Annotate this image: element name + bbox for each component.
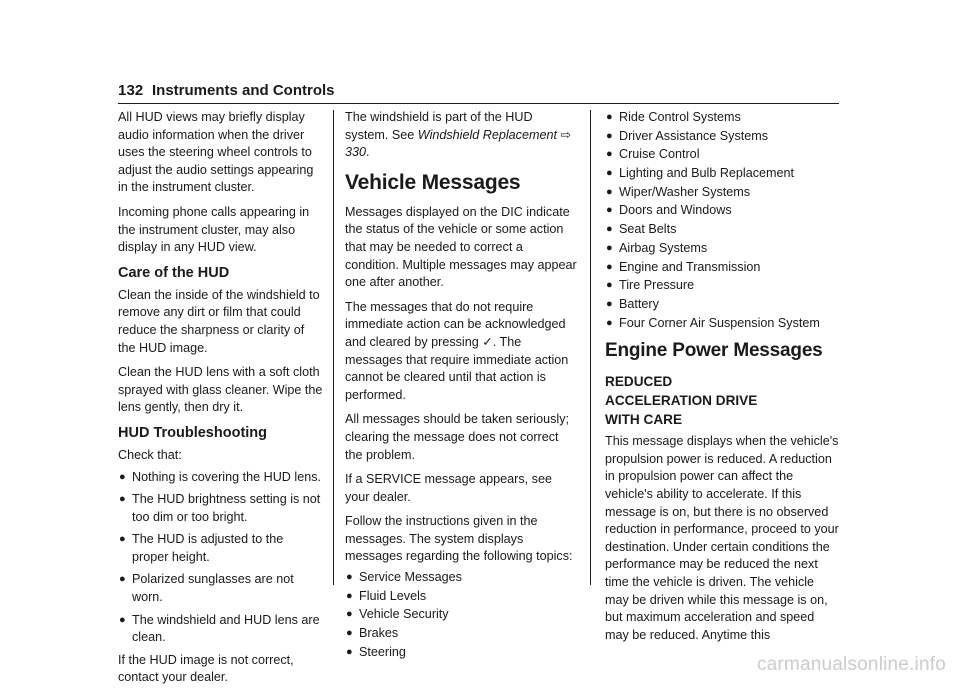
list-item: ● Seat Belts [605, 221, 840, 239]
paragraph: Check that: [118, 447, 182, 462]
list-item: ● Polarized sunglasses are not worn. [119, 572, 294, 605]
section-title: Instruments and Controls [152, 82, 335, 99]
reduced-acceleration-heading: REDUCED ACCELERATION DRIVE WITH CARE [605, 374, 758, 428]
list-item: ● Driver Assistance Systems [605, 128, 840, 146]
list-item: ● Steering [345, 644, 577, 662]
bullet-icon: ● [346, 571, 353, 584]
bullet-icon: ● [606, 297, 613, 310]
paragraph: Incoming phone calls appearing in the instrument cluster, may also display in any HUD view. [118, 204, 310, 255]
bullet-icon: ● [606, 148, 613, 161]
list-item: ● Doors and Windows [605, 202, 840, 220]
check-list [118, 469, 323, 647]
column-3 [605, 109, 840, 651]
topic-list [345, 569, 577, 661]
bullet-icon: ● [606, 241, 613, 254]
bullet-icon: ● [606, 129, 613, 142]
list-item: ● The windshield and HUD lens are clean. [119, 612, 320, 645]
page-number: 132 [118, 82, 144, 99]
bullet-icon: ● [606, 185, 613, 198]
bullet-icon: ● [119, 493, 126, 506]
bullet-icon: ● [606, 204, 613, 217]
bullet-icon: ● [606, 260, 613, 273]
list-item: ● Tire Pressure [605, 277, 840, 295]
paragraph: All messages should be taken seriously; clearing the message does not correct the problem. [345, 412, 570, 462]
list-item: ● Vehicle Security [345, 606, 577, 624]
paragraph: Follow the instructions given in the messages. The system displays messages regarding the following topics: [345, 514, 573, 564]
column-divider-2 [590, 110, 591, 585]
list-item: ● Engine and Transmission [605, 259, 840, 277]
paragraph: If the HUD image is not correct, contact your dealer. [118, 652, 294, 685]
checkmark-icon: ✓ [482, 334, 493, 349]
troubleshooting-heading: HUD Troubleshooting [118, 424, 268, 441]
list-item: ● The HUD is adjusted to the proper height. [119, 532, 284, 564]
list-item: ● Service Messages [345, 569, 577, 587]
cross-reference-link[interactable]: Windshield Replacement [417, 127, 557, 142]
list-item: ● Brakes [345, 625, 577, 643]
list-item: ● Fluid Levels [345, 588, 577, 606]
paragraph: If a SERVICE message appears, see your dealer. [345, 472, 552, 504]
bullet-icon: ● [346, 608, 353, 621]
reference-arrow-icon: ⇨ [560, 127, 572, 142]
bullet-icon: ● [119, 573, 126, 586]
watermark: carmanualsonline.info [756, 654, 946, 675]
reference-page[interactable]: 330 [345, 145, 367, 160]
page-header [118, 82, 839, 104]
list-item: ● The HUD brightness setting is not too dim or too bright. [119, 492, 321, 524]
list-item: ● Cruise Control [605, 146, 840, 164]
paragraph: This message displays when the vehicle's propulsion power is reduced. A reduction in propulsion power can affect the vehicle's ability to accelerate. If this message is on, but there is no observed reduction in performance, proceed to your destination. Under certain conditions the performance may be reduced the next time the vehicle is driven. The vehicle may be driven while this message is on, but maximum acceleration and speed may be reduced. Anytime this [605, 434, 839, 642]
bullet-icon: ● [346, 645, 353, 658]
paragraph: Messages displayed on the DIC indicate the status of the vehicle or some action that may be needed to correct a condition. Multiple messages may appear one after another. [345, 204, 577, 290]
bullet-icon: ● [606, 167, 613, 180]
vehicle-messages-heading: Vehicle Messages [345, 170, 521, 194]
list-item: ● Ride Control Systems [605, 109, 840, 127]
list-item: ● Wiper/Washer Systems [605, 184, 840, 202]
column-1 [118, 109, 323, 694]
paragraph: Clean the inside of the windshield to remove any dirt or film that could reduce the sharpness or clarity of the HUD image. [118, 287, 320, 355]
list-item: ● Nothing is covering the HUD lens. [118, 469, 323, 487]
paragraph: All HUD views may briefly display audio information when the driver uses the steering wheel controls to adjust the audio settings appearing in the instrument cluster. [118, 110, 314, 195]
list-item: ● Battery [605, 296, 840, 314]
list-item: ● Four Corner Air Suspension System [605, 315, 840, 333]
footer [0, 654, 960, 678]
engine-power-messages-heading: Engine Power Messages [605, 340, 823, 362]
care-heading: Care of the HUD [118, 264, 230, 281]
paragraph: The windshield is part of the HUD system. See Windshield Replacement ⇨ 330. [345, 110, 572, 160]
bullet-icon: ● [346, 627, 353, 640]
column-divider-1 [333, 110, 334, 585]
paragraph: Clean the HUD lens with a soft cloth sprayed with glass cleaner. Wipe the lens gently, then dry it. [118, 365, 323, 415]
bullet-icon: ● [606, 279, 613, 292]
bullet-icon: ● [119, 533, 126, 546]
bullet-icon: ● [606, 111, 613, 123]
list-item: ● Lighting and Bulb Replacement [605, 165, 840, 183]
topic-list-continued [605, 109, 840, 332]
paragraph: The messages that do not require immediate action can be acknowledged and cleared by pressing ✓. The messages that require immediate action cannot be cleared until that action is performed. [345, 299, 569, 402]
bullet-icon: ● [119, 470, 126, 483]
bullet-icon: ● [606, 316, 613, 329]
list-item: ● Airbag Systems [605, 240, 840, 258]
bullet-icon: ● [606, 223, 613, 236]
bullet-icon: ● [346, 589, 353, 602]
column-2 [345, 109, 577, 663]
bullet-icon: ● [119, 613, 126, 626]
